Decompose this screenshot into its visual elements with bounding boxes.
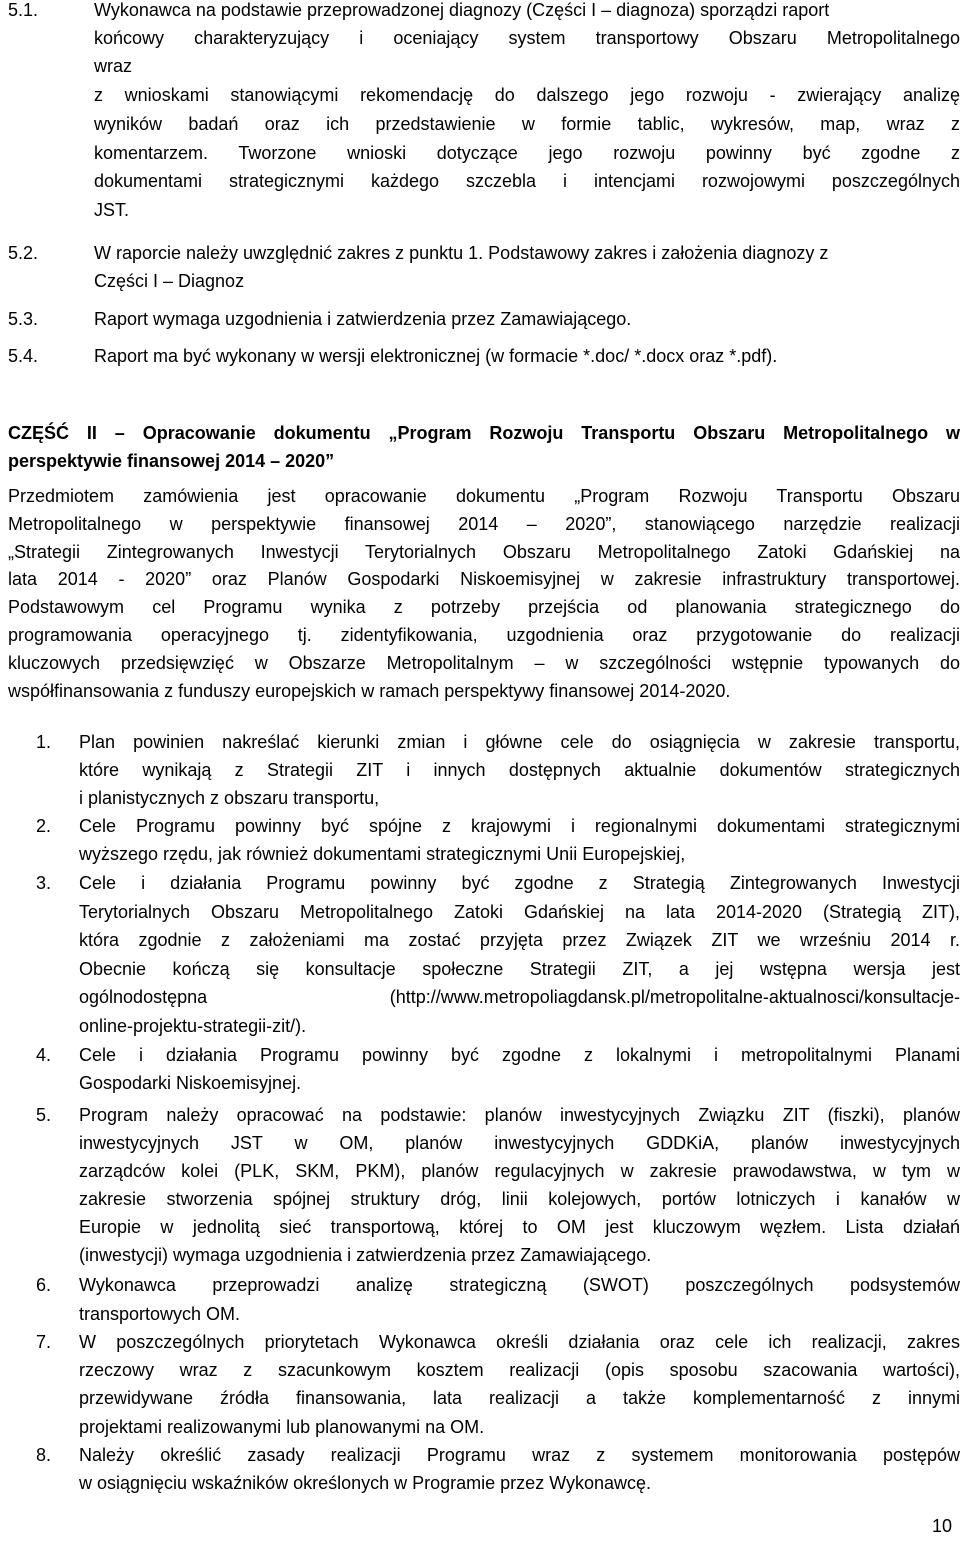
list-item-number: 8. xyxy=(36,1445,52,1465)
paragraph-line: Metropolitalnego w perspektywie finansowej 2014 – 2020”, stanowiącego narzędzie realizacji xyxy=(8,514,960,534)
list-item-number: 1. xyxy=(36,732,52,752)
paragraph-line: końcowy charakteryzujący i oceniający system transportowy Obszaru Metropolitalnego xyxy=(94,28,960,48)
list-item-line: Cele i działania Programu powinny być zgodne z lokalnymi i metropolitalnymi Planami xyxy=(79,1045,960,1065)
paragraph-line: Podstawowym cel Programu wynika z potrzeby przejścia od planowania strategicznego do xyxy=(8,597,960,617)
list-item-number: 6. xyxy=(36,1275,52,1295)
list-item-line: rzeczowy wraz z szacunkowym kosztem realizacji (opis sposobu szacowania wartości), xyxy=(79,1360,960,1380)
page-number: 10 xyxy=(931,1516,952,1536)
section-5-4 xyxy=(8,342,960,370)
list-item-line: Program należy opracować na podstawie: planów inwestycyjnych Związku ZIT (fiszki), planów xyxy=(79,1105,960,1125)
paragraph-line: programowania operacyjnego tj. zidentyfikowania, uzgodnienia oraz przygotowanie do realizacji xyxy=(8,625,960,645)
list-item-line: ogólnodostępna (http://www.metropoliagdansk.pl/metropolitalne-aktualnosci/konsultacje- xyxy=(79,987,960,1007)
list-item-line: która zgodnie z założeniami ma zostać przyjęta przez Związek ZIT we wrześniu 2014 r. xyxy=(79,930,960,950)
list-item-number: 4. xyxy=(36,1045,52,1065)
heading-line: CZĘŚĆ II – Opracowanie dokumentu „Program Rozwoju Transportu Obszaru Metropolitalnego w xyxy=(8,423,960,443)
list-item-line: projektami realizowanymi lub planowanymi na OM. xyxy=(79,1417,485,1437)
list-item-line: wyższego rzędu, jak również dokumentami strategicznymi Unii Europejskiej, xyxy=(79,844,686,864)
list-item-number: 2. xyxy=(36,816,52,836)
paragraph-line: Części I – Diagnoz xyxy=(94,271,245,291)
list-item-line: które wynikają z Strategii ZIT i innych dostępnych aktualnie dokumentów strategicznych xyxy=(79,760,960,780)
paragraph-line: współfinansowania z funduszy europejskich w ramach perspektywy finansowej 2014-2020. xyxy=(8,681,731,701)
list-item-line: Europie w jednolitą sieć transportową, której to OM jest kluczowym węzłem. Lista działań xyxy=(79,1217,960,1237)
paragraph-line: Przedmiotem zamówienia jest opracowanie dokumentu „Program Rozwoju Transportu Obszaru xyxy=(8,486,960,506)
paragraph-line: komentarzem. Tworzone wnioski dotyczące jego rozwoju powinny być zgodne z xyxy=(94,143,960,163)
paragraph-line: wraz xyxy=(94,56,133,76)
list-item-number: 7. xyxy=(36,1332,52,1352)
list-item-line: Cele Programu powinny być spójne z krajowymi i regionalnymi dokumentami strategicznymi xyxy=(79,816,960,836)
list-item-line: W poszczególnych priorytetach Wykonawca określi działania oraz cele ich realizacji, zakres xyxy=(79,1332,960,1352)
list-item-line: Gospodarki Niskoemisyjnej. xyxy=(79,1073,302,1093)
section-number: 5.1. xyxy=(8,0,39,20)
paragraph-line: wyników badań oraz ich przedstawienie w formie tablic, wykresów, map, wraz z xyxy=(94,114,960,134)
list-item-line: transportowych OM. xyxy=(79,1304,241,1324)
list-item-line: przewidywane źródła finansowania, lata realizacji a także komplementarność z innymi xyxy=(79,1388,960,1408)
paragraph-line: W raporcie należy uwzględnić zakres z punktu 1. Podstawowy zakres i założenia diagnozy z xyxy=(94,243,829,263)
list-item-line: Należy określić zasady realizacji Programu wraz z systemem monitorowania postępów xyxy=(79,1445,960,1465)
section-number: 5.2. xyxy=(8,243,39,263)
list-item-line: i planistycznych z obszaru transportu, xyxy=(79,788,380,808)
section-number: 5.3. xyxy=(8,309,39,329)
paragraph-line: JST. xyxy=(94,200,130,220)
list-item-line: w osiągnięciu wskaźników określonych w Programie przez Wykonawcę. xyxy=(79,1473,652,1493)
list-item-line: (inwestycji) wymaga uzgodnienia i zatwierdzenia przez Zamawiającego. xyxy=(79,1245,652,1265)
paragraph-line: Wykonawca na podstawie przeprowadzonej diagnozy (Części I – diagnoza) sporządzi raport xyxy=(94,0,830,20)
list-item-line: Wykonawca przeprowadzi analizę strategiczną (SWOT) poszczególnych podsystemów xyxy=(79,1275,960,1295)
paragraph-line: Raport ma być wykonany w wersji elektronicznej (w formacie *.doc/ *.docx oraz *.pdf). xyxy=(94,346,778,366)
list-item-number: 5. xyxy=(36,1105,52,1125)
paragraph-line: z wnioskami stanowiącymi rekomendację do dalszego jego rozwoju - zwierający analizę xyxy=(94,85,960,105)
section-number: 5.4. xyxy=(8,346,39,366)
list-item-number: 3. xyxy=(36,873,52,893)
list-item-line: Obecnie kończą się konsultacje społeczne Strategii ZIT, a jej wstępna wersja jest xyxy=(79,959,960,979)
list-item-line: Terytorialnych Obszaru Metropolitalnego Zatoki Gdańskiej na lata 2014-2020 (Strategią ZIT), xyxy=(79,902,960,922)
list-item-line: online-projektu-strategii-zit/). xyxy=(79,1016,307,1036)
list-item-line: inwestycyjnych JST w OM, planów inwestycyjnych GDDKiA, planów inwestycyjnych xyxy=(79,1133,960,1153)
paragraph-line: dokumentami strategicznymi każdego szczebla i intencjami rozwojowymi poszczególnych xyxy=(94,171,960,191)
paragraph-line: Raport wymaga uzgodnienia i zatwierdzenia przez Zamawiającego. xyxy=(94,309,632,329)
list-item-line: zarządców kolei (PLK, SKM, PKM), planów regulacyjnych w zakresie prawodawstwa, w tym w xyxy=(79,1161,960,1181)
heading-line: perspektywie finansowej 2014 – 2020” xyxy=(8,451,335,471)
paragraph-line: kluczowych przedsięwzięć w Obszarze Metropolitalnym – w szczególności wstępnie typowanych do xyxy=(8,653,960,673)
list-item-line: Cele i działania Programu powinny być zgodne z Strategią Zintegrowanych Inwestycji xyxy=(79,873,960,893)
list-item-line: Plan powinien nakreślać kierunki zmian i główne cele do osiągnięcia w zakresie transportu, xyxy=(79,732,960,752)
paragraph-line: lata 2014 - 2020” oraz Planów Gospodarki Niskoemisyjnej w zakresie infrastruktury transportowej. xyxy=(8,569,960,589)
section-5-3 xyxy=(8,305,960,333)
paragraph-line: „Strategii Zintegrowanych Inwestycji Terytorialnych Obszaru Metropolitalnego Zatoki Gdańskiej na xyxy=(8,542,960,562)
list-item-line: zakresie stworzenia spójnej struktury dróg, linii kolejowych, portów lotniczych i kanałów w xyxy=(79,1189,960,1209)
